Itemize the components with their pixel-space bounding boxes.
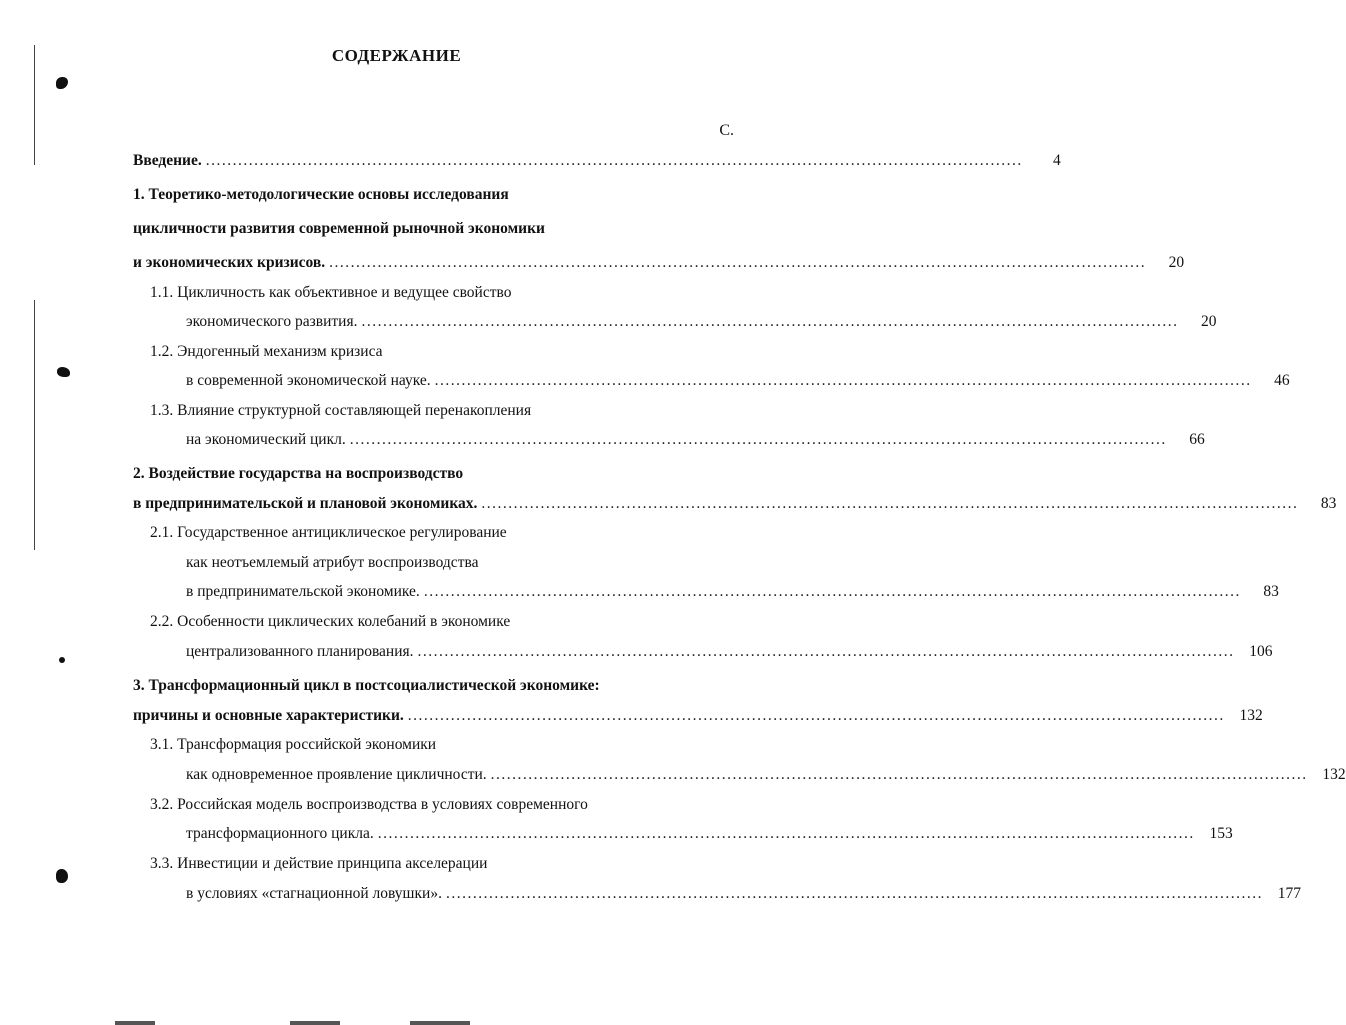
toc-leader-dots: ........................................................................................................................................................ — [490, 766, 1308, 783]
toc-entry-intro — [133, 150, 1061, 172]
toc-page-number: 20 — [1200, 313, 1217, 330]
toc-page-number: 83 — [1263, 583, 1279, 600]
page-column-label: С. — [719, 122, 734, 139]
toc-entry-text: в предпринимательской экономике. — [186, 583, 420, 600]
toc-entry-s3-2 — [186, 823, 1233, 845]
toc-entry-text: в современной экономической науке. — [186, 372, 431, 389]
scan-blot — [56, 77, 68, 89]
toc-entry-ch3-line1: 3. Трансформационный цикл в постсоциалистической экономике: — [133, 677, 600, 694]
toc-leader-dots: ........................................................................................................................................................ — [434, 372, 1252, 389]
toc-leader-dots: ........................................................................................................................................................ — [481, 495, 1299, 512]
toc-leader-dots: ........................................................................................................................................................ — [361, 313, 1179, 330]
toc-page-number: 4 — [1052, 152, 1061, 169]
toc-entry-s1-3 — [186, 429, 1205, 451]
toc-entry-s3-1 — [186, 764, 1346, 786]
scan-bottom-edge — [115, 1021, 155, 1025]
toc-entry-s3-3 — [186, 883, 1301, 905]
toc-entry-s3-2-line1: 3.2. Российская модель воспроизводства в условиях современного — [150, 796, 588, 813]
toc-entry-text: в условиях «стагнационной ловушки». — [186, 885, 442, 902]
toc-entry-text: как одновременное проявление цикличности. — [186, 766, 487, 783]
scan-blot — [57, 367, 70, 377]
toc-entry-s1-1-line1: 1.1. Цикличность как объективное и ведущее свойство — [150, 284, 512, 301]
scan-bottom-edge — [410, 1021, 470, 1025]
scan-bottom-edge — [290, 1021, 340, 1025]
scan-blot — [56, 869, 68, 883]
toc-leader-dots: ........................................................................................................................................................ — [417, 643, 1235, 660]
toc-leader-dots: ........................................................................................................................................................ — [205, 152, 1023, 169]
toc-page-number: 106 — [1249, 643, 1273, 660]
toc-entry-text: на экономический цикл. — [186, 431, 346, 448]
toc-entry-s3-3-line1: 3.3. Инвестиции и действие принципа акселерации — [150, 855, 488, 872]
toc-page-number: 83 — [1320, 495, 1337, 512]
toc-entry-s3-1-line1: 3.1. Трансформация российской экономики — [150, 736, 437, 753]
toc-entry-text: экономического развития. — [186, 313, 358, 330]
scan-edge-line — [34, 300, 35, 550]
toc-leader-dots: ........................................................................................................................................................ — [349, 431, 1167, 448]
toc-entry-text: и экономических кризисов. — [133, 254, 326, 271]
toc-leader-dots: ........................................................................................................................................................ — [329, 254, 1147, 271]
scan-blot — [59, 657, 65, 663]
toc-page-number: 153 — [1209, 825, 1233, 842]
toc-entry-ch1-line1: 1. Теоретико-методологические основы исследования — [133, 186, 509, 203]
toc-entry-s1-2 — [186, 370, 1290, 392]
toc-entry-s2-2-line1: 2.2. Особенности циклических колебаний в экономике — [150, 613, 511, 630]
toc-entry-text: причины и основные характеристики. — [133, 707, 404, 724]
toc-entry-s1-3-line1: 1.3. Влияние структурной составляющей перенакопления — [150, 402, 532, 419]
toc-page-number: 132 — [1239, 707, 1263, 724]
toc-page-number: 20 — [1168, 254, 1185, 271]
toc-leader-dots: ........................................................................................................................................................ — [445, 885, 1263, 902]
page-title: СОДЕРЖАНИЕ — [331, 46, 462, 65]
toc-entry-ch2 — [133, 493, 1337, 515]
toc-entry-s1-1 — [186, 311, 1217, 333]
toc-entry-text: централизованного планирования. — [186, 643, 414, 660]
toc-page-number: 46 — [1274, 372, 1290, 389]
toc-entry-ch2-line1: 2. Воздействие государства на воспроизводство — [133, 465, 464, 482]
toc-entry-ch3 — [133, 705, 1263, 727]
toc-entry-ch1 — [133, 252, 1185, 274]
toc-entry-text: Введение. — [133, 152, 202, 169]
toc-entry-s2-1 — [186, 581, 1279, 603]
toc-entry-text: трансформационного цикла. — [186, 825, 374, 842]
toc-leader-dots: ........................................................................................................................................................ — [407, 707, 1225, 724]
toc-entry-s1-2-line1: 1.2. Эндогенный механизм кризиса — [150, 343, 383, 360]
toc-entry-ch1-line2: цикличности развития современной рыночной экономики — [133, 220, 545, 237]
toc-entry-s2-2 — [186, 641, 1273, 663]
toc-entry-s2-1-line1: 2.1. Государственное антициклическое регулирование — [150, 524, 507, 541]
toc-page-number: 66 — [1189, 431, 1205, 448]
toc-page-number: 177 — [1277, 885, 1301, 902]
toc-leader-dots: ........................................................................................................................................................ — [377, 825, 1195, 842]
toc-page-number: 132 — [1322, 766, 1346, 783]
toc-leader-dots: ........................................................................................................................................................ — [423, 583, 1241, 600]
toc-entry-text: в предпринимательской и плановой экономиках. — [133, 495, 478, 512]
toc-entry-s2-1-line2: как неотъемлемый атрибут воспроизводства — [186, 554, 479, 571]
